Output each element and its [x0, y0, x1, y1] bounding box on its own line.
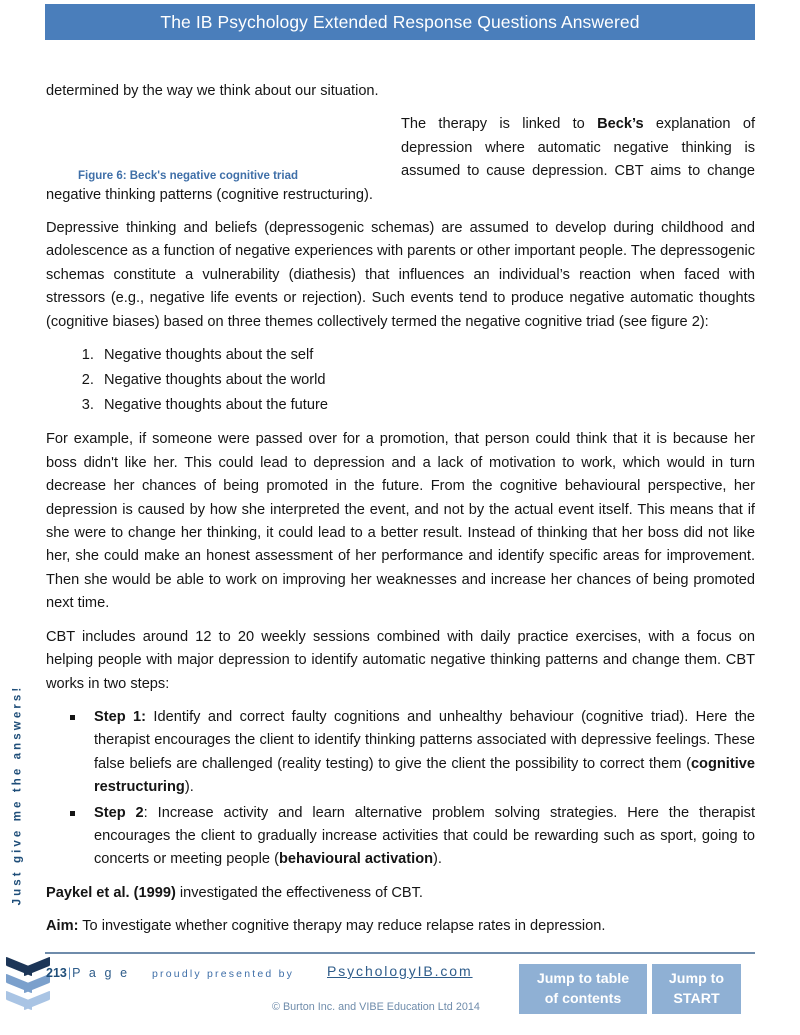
step2-label: Step 2 — [94, 804, 144, 821]
side-tab — [2, 640, 32, 950]
page-number-word: P a g e — [72, 966, 130, 980]
cognitive-restructuring-term: cognitive restructuring — [94, 755, 755, 796]
therapy-text-part2: explanation of depression where automatic negative thinking is assumed to cause depression. CBT aims to change negative thinking patterns (cognitive restructuring). — [46, 116, 755, 203]
page-footer — [0, 958, 800, 1035]
paragraph-aim — [46, 915, 755, 938]
step2-text-a: : Increase activity and learn alternative problem solving strategies. Here the therapist encourages the client to gradually increase activities that could be rewarding such as sport, going to concerts or meeting people ( — [94, 804, 755, 868]
paragraph-therapy-beck — [46, 113, 755, 207]
content-column — [46, 80, 755, 949]
paragraph-schemas: Depressive thinking and beliefs (depressogenic schemas) are assumed to develop during childhood and adolescence as a function of negative experiences with parents or other important people. The depressogenic schemas constitute a vulnerability (diathesis) that influences an individual’s reaction when faced with stressors (e.g., negative life events or rejection). Such events tend to produce negative automatic thoughts (cognitive biases) based on three themes collectively termed the negative cognitive triad (see figure 2): — [46, 220, 755, 330]
page-number-value: 213 — [46, 966, 67, 980]
jump-start-line1: Jump to — [668, 971, 725, 987]
psychologyib-link[interactable]: PsychologyIB.com — [327, 963, 473, 979]
jump-to-start-button[interactable] — [652, 964, 741, 1014]
aim-label: Aim: — [46, 918, 79, 935]
copyright-notice: © Burton Inc. and VIBE Education Ltd 2014 — [272, 1001, 480, 1013]
jump-toc-line1: Jump to table — [536, 971, 630, 987]
therapy-text-part1: The therapy is linked to — [401, 116, 598, 133]
step1-label: Step 1: — [94, 708, 147, 725]
cbt-steps-list — [46, 706, 755, 872]
jump-toc-line2: of contents — [544, 991, 622, 1007]
step1-text-b: ). — [184, 779, 194, 796]
paragraph-paykel — [46, 882, 755, 905]
paykel-text: investigated the effectiveness of CBT. — [175, 884, 423, 901]
page-number-separator: | — [67, 966, 72, 980]
proudly-presented-label: proudly presented by — [152, 968, 295, 980]
step2-text-b: ). — [433, 851, 442, 868]
paykel-citation: Paykel et al. (1999) — [46, 884, 176, 901]
list-item: 3. Negative thoughts about the future — [98, 394, 755, 418]
jump-to-table-of-contents-button[interactable] — [519, 964, 647, 1014]
figure-caption: Figure 6: Beck's negative cognitive triad — [78, 170, 299, 183]
paragraph-example: For example, if someone were passed over for a promotion, that person could think that it is because her boss didn't like her. This could lead to depression and a lack of motivation to work, which would in turn decrease her chances of being promoted in the future. From the cognitive behavioural perspective, her depression is caused by how she interpreted the event, and not by the actual event itself. This means that if she were to change her thinking, it could lead to a better result. Instead of thinking that her boss did not like her, she could make an honest assessment of her performance and identify specific areas for improvement. Then she would be able to work on improving her weaknesses and increase her chances of being promoted next time. — [46, 431, 755, 612]
chevron-icon-2 — [6, 977, 50, 994]
figure-placeholder — [46, 113, 401, 183]
square-bullet-icon — [70, 715, 75, 720]
page-title: The IB Psychology Extended Response Questions Answered — [160, 11, 640, 32]
cognitive-triad-list — [46, 344, 755, 417]
paragraph-continued: determined by the way we think about our situation. — [46, 83, 379, 99]
list-item: 1. Negative thoughts about the self — [98, 344, 755, 368]
list-item: 2. Negative thoughts about the world — [98, 369, 755, 393]
behavioural-activation-term: behavioural activation — [278, 851, 434, 868]
chevron-icon-1 — [6, 960, 50, 977]
list-item-step1 — [70, 706, 755, 800]
footer-divider — [45, 952, 755, 954]
jump-start-line2: START — [673, 991, 720, 1007]
paragraph-sessions: CBT includes around 12 to 20 weekly sessions combined with daily practice exercises, with a focus on helping people with major depression to identify automatic negative thinking patterns and change them. CBT works in two steps: — [46, 628, 755, 692]
page-number — [46, 966, 130, 980]
header-banner — [45, 4, 755, 40]
beck-bold: Beck’s — [597, 116, 644, 133]
step1-text-a: Identify and correct faulty cognitions and unhealthy behaviour (cognitive triad). Here the therapist encourages the client to identify thinking patterns associated with depressive feelings. These false beliefs are challenged (reality testing) to give the client the possibility to correct them ( — [94, 708, 755, 772]
list-item-step2 — [70, 802, 755, 872]
square-bullet-icon — [70, 811, 75, 816]
chevron-icon-3 — [6, 994, 50, 1011]
aim-text: To investigate whether cognitive therapy may reduce relapse rates in depression. — [78, 918, 606, 935]
side-tab-label: Just give me the answers! — [11, 684, 24, 906]
